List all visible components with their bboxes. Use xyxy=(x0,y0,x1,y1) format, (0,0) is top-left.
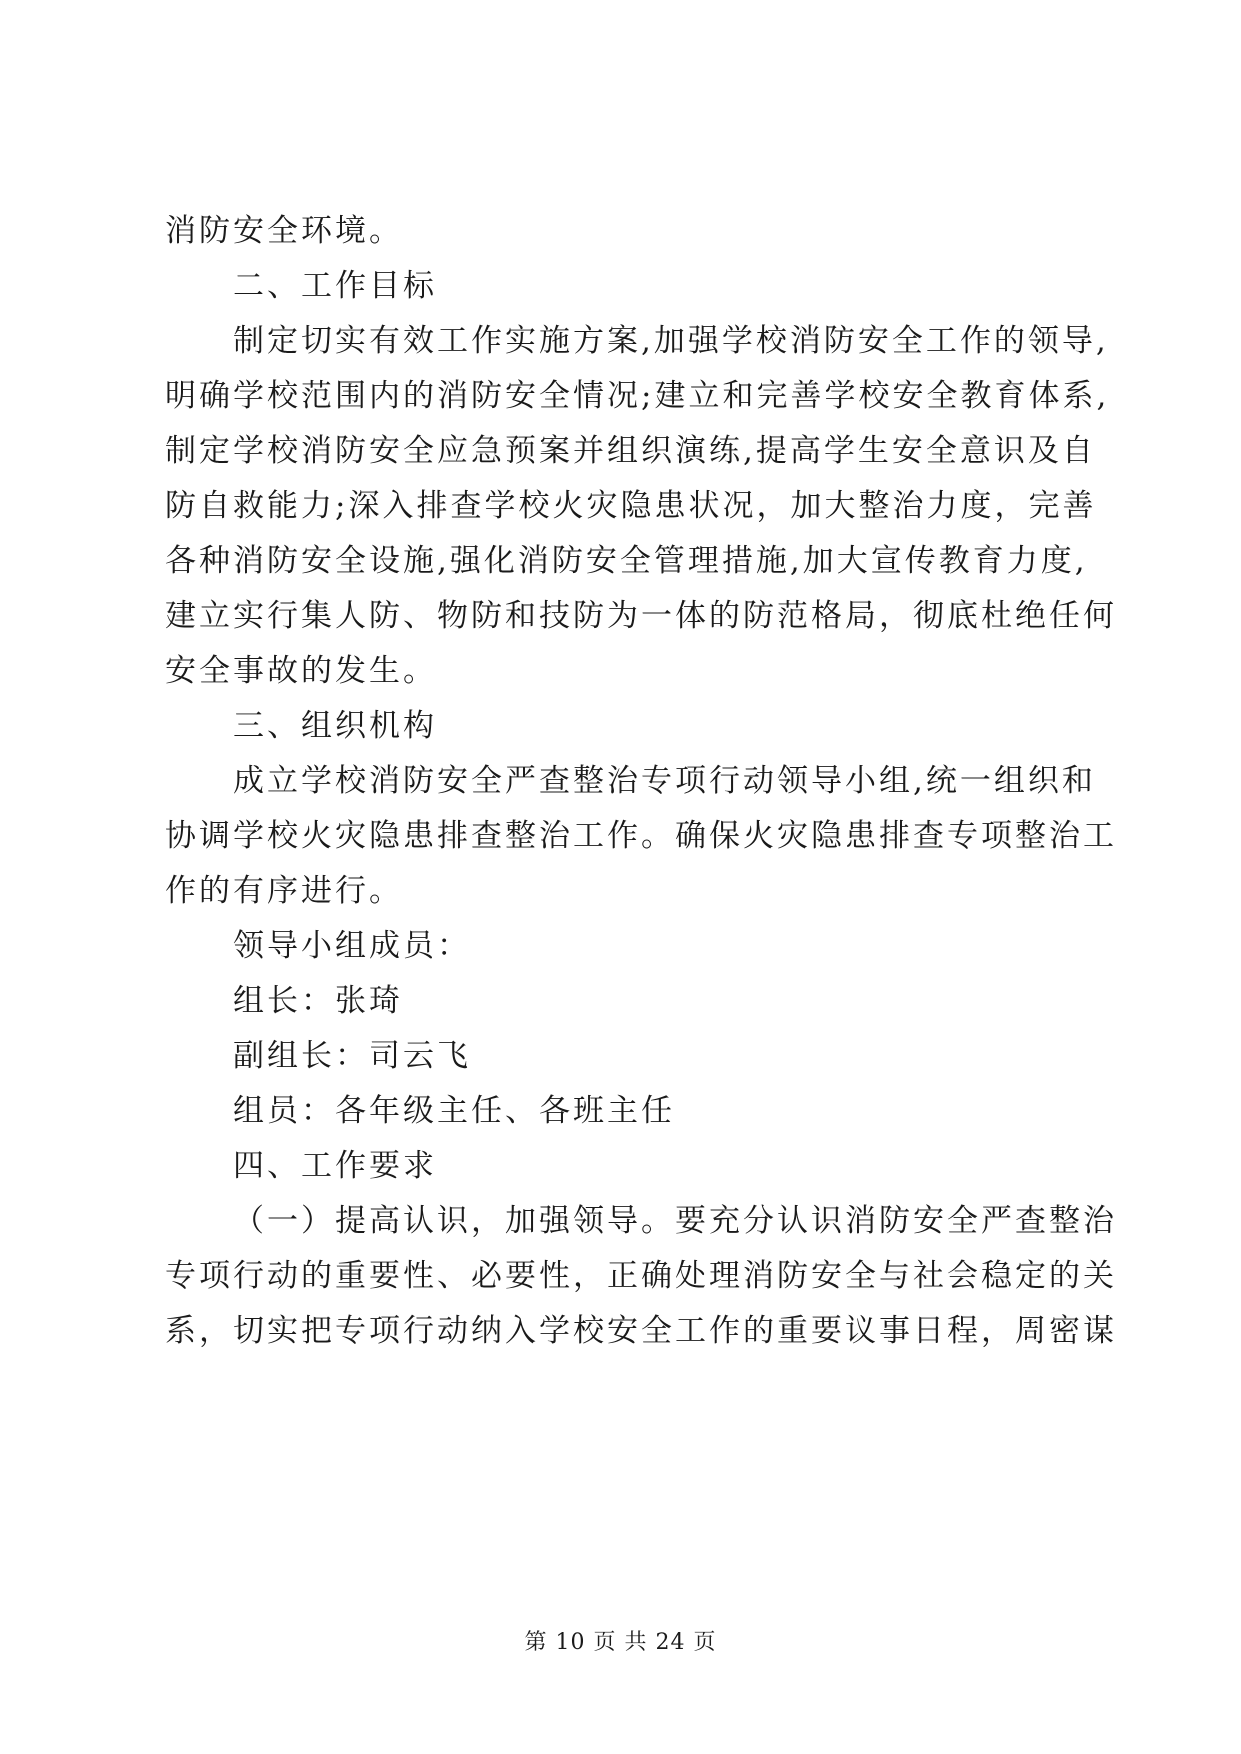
section-heading: 四、工作要求 xyxy=(233,1148,437,1184)
paragraph-line: 系，切实把专项行动纳入学校安全工作的重要议事日程，周密谋 xyxy=(165,1313,1117,1349)
paragraph-line: 消防安全环境。 xyxy=(165,213,403,249)
paragraph-line: 各种消防安全设施,强化消防安全管理措施,加大宣传教育力度, xyxy=(165,543,1088,579)
paragraph-line: 建立实行集人防、物防和技防为一体的防范格局，彻底杜绝任何 xyxy=(165,598,1117,634)
paragraph-line: 制定学校消防安全应急预案并组织演练,提高学生安全意识及自 xyxy=(165,433,1096,469)
paragraph-line: 安全事故的发生。 xyxy=(165,653,437,689)
section-heading: 二、工作目标 xyxy=(233,268,437,304)
list-item: 副组长：司云飞 xyxy=(233,1038,471,1074)
list-heading: 领导小组成员： xyxy=(233,928,471,964)
paragraph-line: 成立学校消防安全严查整治专项行动领导小组,统一组织和 xyxy=(233,763,1096,799)
paragraph-line: 防自救能力;深入排查学校火灾隐患状况，加大整治力度，完善 xyxy=(165,488,1097,524)
list-item: 组长：张琦 xyxy=(233,983,403,1019)
section-heading: 三、组织机构 xyxy=(233,708,437,744)
paragraph-line: 协调学校火灾隐患排查整治工作。确保火灾隐患排查专项整治工 xyxy=(165,818,1117,854)
list-item: 组员：各年级主任、各班主任 xyxy=(233,1093,675,1129)
page-number-footer: 第 10 页 共 24 页 xyxy=(524,1630,717,1655)
paragraph-line: （一）提高认识，加强领导。要充分认识消防安全严查整治 xyxy=(233,1203,1117,1239)
paragraph-line: 明确学校范围内的消防安全情况;建立和完善学校安全教育体系, xyxy=(165,378,1110,414)
paragraph-line: 专项行动的重要性、必要性，正确处理消防安全与社会稳定的关 xyxy=(165,1258,1117,1294)
paragraph-line: 制定切实有效工作实施方案,加强学校消防安全工作的领导, xyxy=(233,323,1109,359)
paragraph-line: 作的有序进行。 xyxy=(165,873,403,909)
